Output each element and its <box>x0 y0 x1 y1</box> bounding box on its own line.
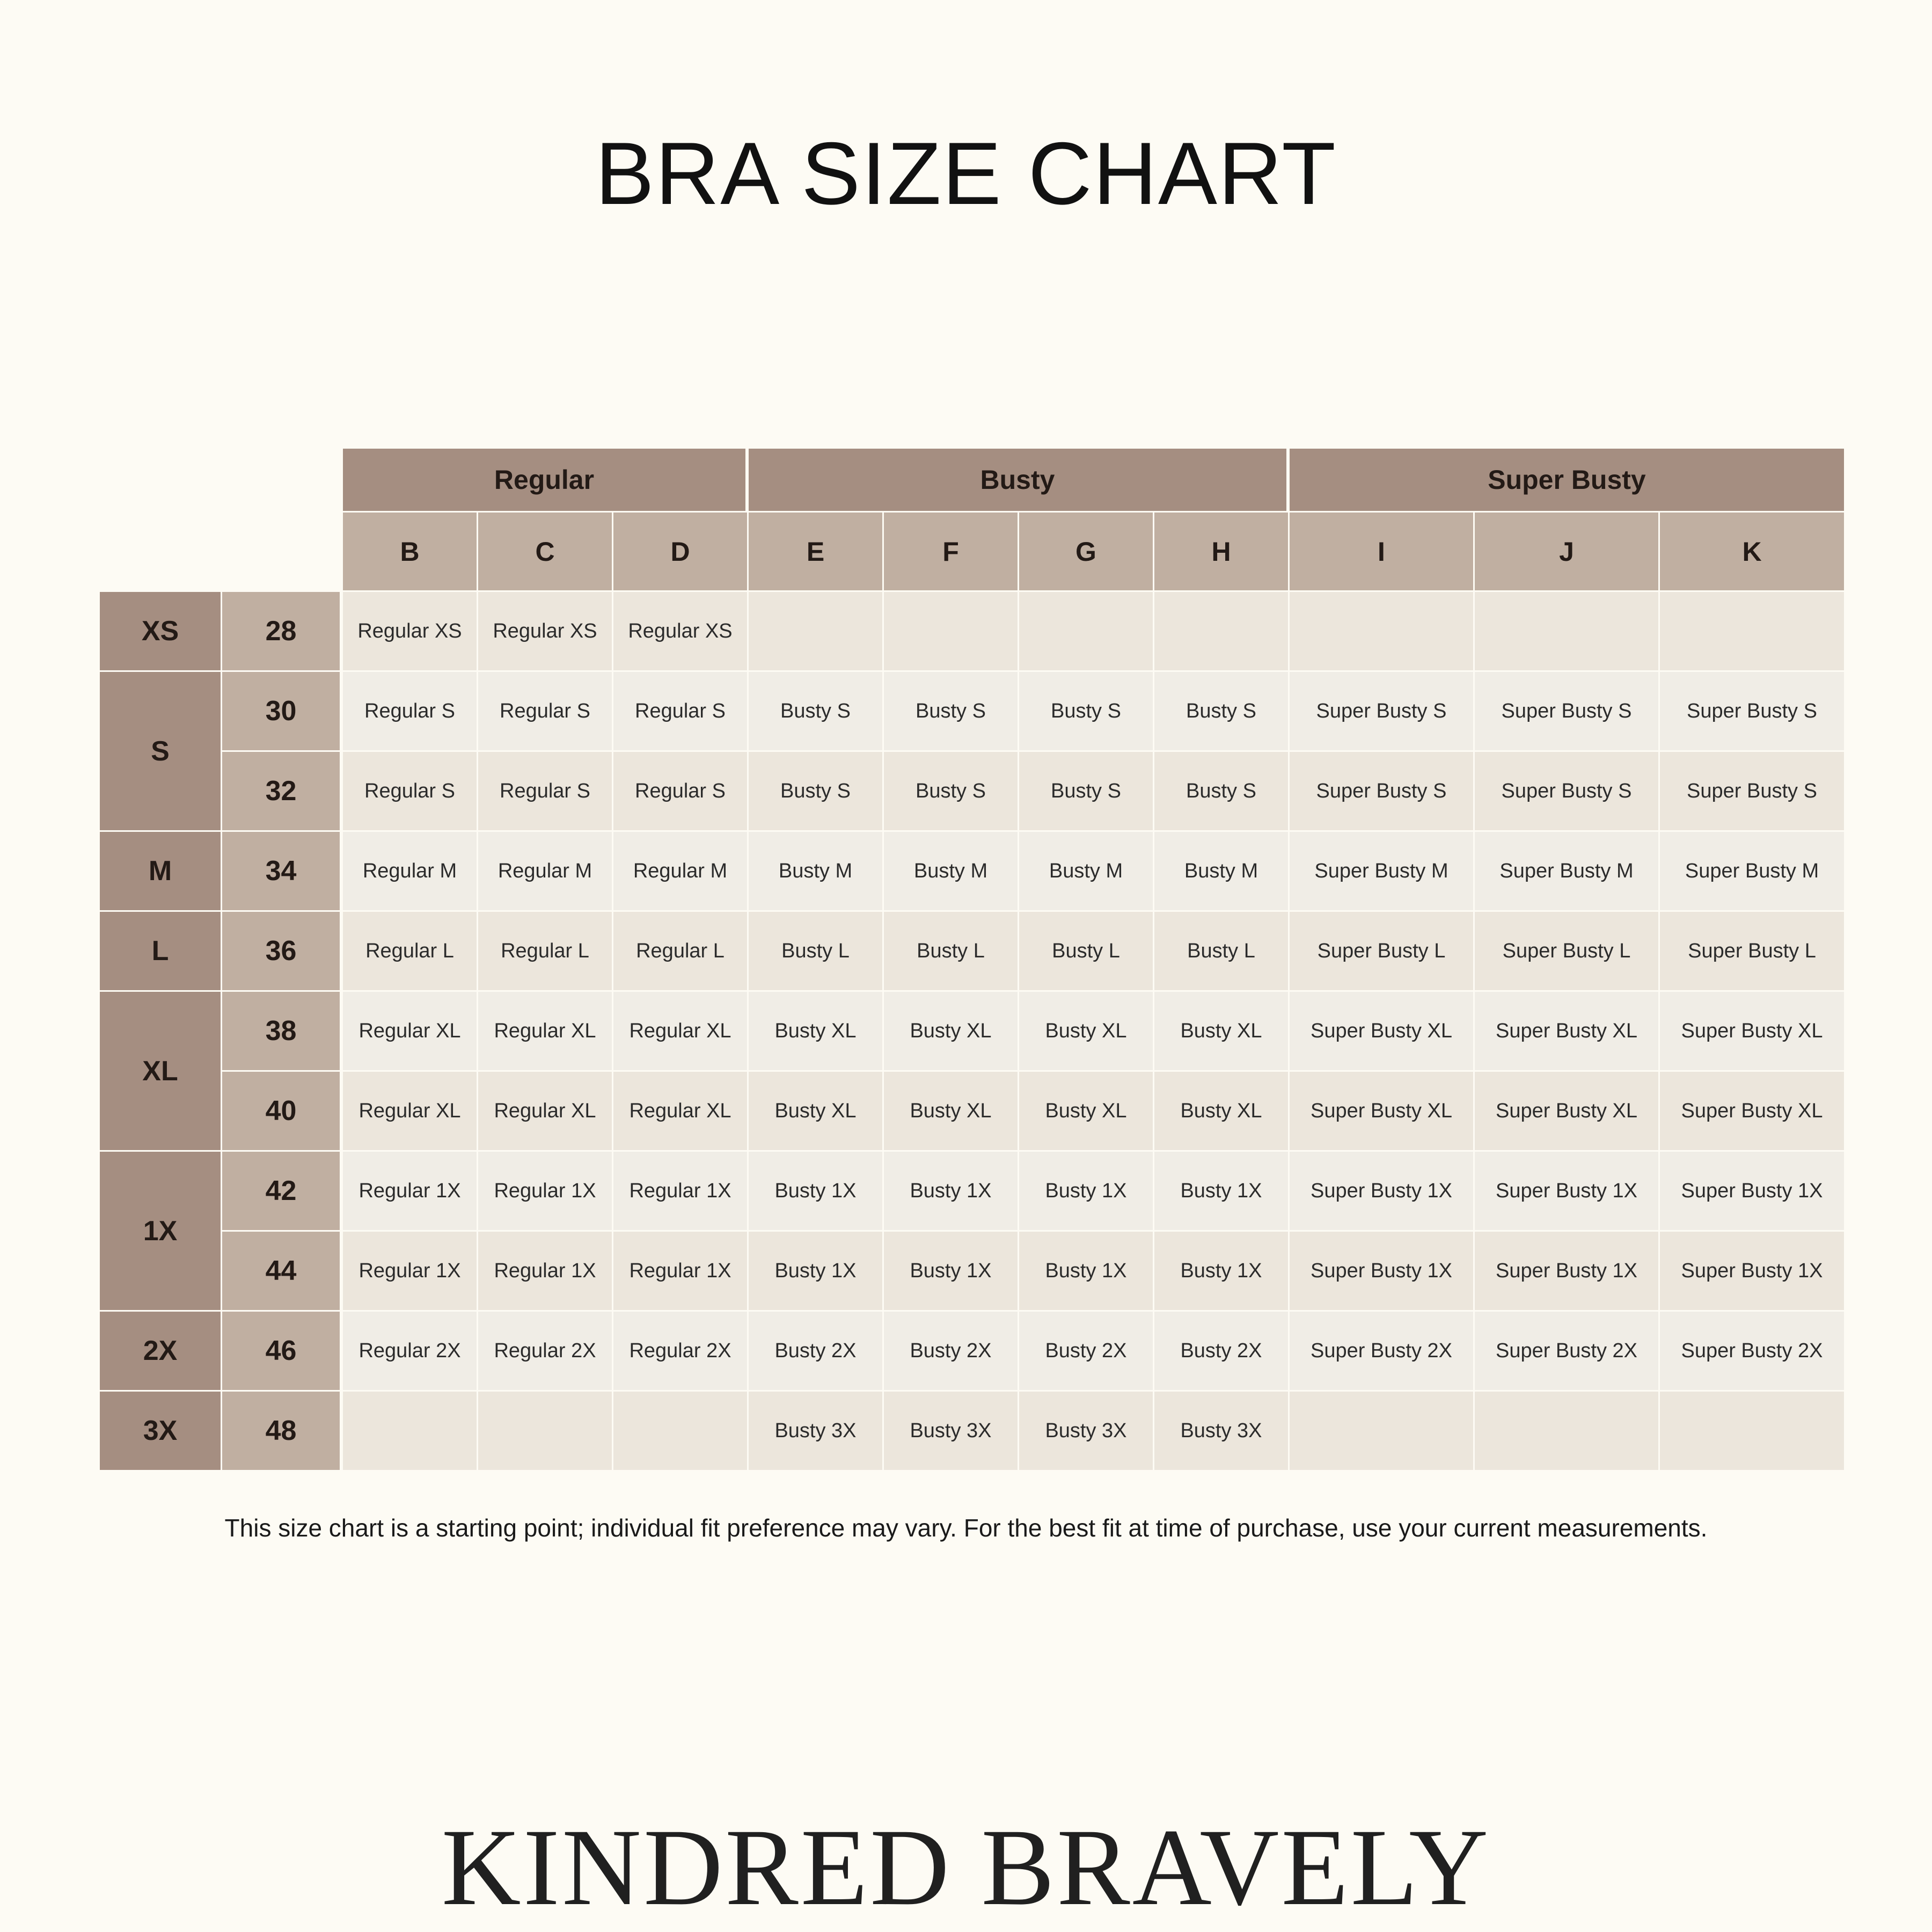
band-label: 46 <box>222 1310 343 1390</box>
size-cell: Regular S <box>613 670 749 750</box>
size-cell <box>1290 590 1475 670</box>
size-cell: Busty 1X <box>1019 1150 1154 1230</box>
size-cell: Super Busty 1X <box>1290 1150 1475 1230</box>
cup-header: K <box>1660 511 1844 590</box>
size-cell: Regular 1X <box>478 1230 613 1310</box>
size-cell: Super Busty XL <box>1475 1070 1660 1150</box>
size-label: S <box>100 670 222 830</box>
size-chart-table <box>100 449 1844 1470</box>
size-cell <box>1475 590 1660 670</box>
size-cell: Busty S <box>1154 670 1290 750</box>
size-cell: Super Busty 1X <box>1660 1150 1844 1230</box>
size-cell: Regular XS <box>613 590 749 670</box>
size-cell: Busty XL <box>884 990 1019 1070</box>
table-row <box>100 590 1844 670</box>
size-cell: Super Busty 2X <box>1660 1310 1844 1390</box>
size-cell <box>613 1390 749 1470</box>
size-cell: Busty 1X <box>884 1230 1019 1310</box>
table-body <box>100 590 1844 1470</box>
size-cell: Super Busty L <box>1660 910 1844 990</box>
cup-header: I <box>1290 511 1475 590</box>
group-header-regular: Regular <box>343 449 749 511</box>
size-cell: Busty 1X <box>1019 1230 1154 1310</box>
cup-header: J <box>1475 511 1660 590</box>
size-cell: Super Busty XL <box>1475 990 1660 1070</box>
group-header-super-busty: Super Busty <box>1290 449 1844 511</box>
size-cell: Regular 2X <box>478 1310 613 1390</box>
size-cell: Busty L <box>884 910 1019 990</box>
size-cell: Busty 1X <box>749 1230 884 1310</box>
cup-header: G <box>1019 511 1154 590</box>
size-cell: Super Busty XL <box>1660 1070 1844 1150</box>
cup-header: D <box>613 511 749 590</box>
size-cell: Super Busty XL <box>1290 1070 1475 1150</box>
size-label: 3X <box>100 1390 222 1470</box>
size-cell <box>1154 590 1290 670</box>
size-cell: Super Busty S <box>1290 750 1475 830</box>
size-cell: Busty S <box>1019 670 1154 750</box>
size-cell <box>1660 590 1844 670</box>
band-label: 28 <box>222 590 343 670</box>
blank-corner <box>100 511 343 590</box>
table-row <box>100 1070 1844 1150</box>
size-cell: Super Busty 2X <box>1475 1310 1660 1390</box>
size-cell: Super Busty S <box>1290 670 1475 750</box>
size-cell: Super Busty XL <box>1660 990 1844 1070</box>
page-title: BRA SIZE CHART <box>595 124 1337 223</box>
size-cell <box>1475 1390 1660 1470</box>
band-label: 36 <box>222 910 343 990</box>
group-header-busty: Busty <box>749 449 1290 511</box>
size-cell: Busty M <box>1019 830 1154 910</box>
size-cell <box>749 590 884 670</box>
cup-header-row <box>100 511 1844 590</box>
size-cell: Busty 3X <box>884 1390 1019 1470</box>
band-label: 38 <box>222 990 343 1070</box>
size-cell <box>478 1390 613 1470</box>
size-cell: Super Busty M <box>1475 830 1660 910</box>
size-cell: Busty 3X <box>749 1390 884 1470</box>
size-cell: Busty L <box>1154 910 1290 990</box>
size-cell: Regular S <box>478 750 613 830</box>
size-cell: Regular M <box>613 830 749 910</box>
size-cell: Regular M <box>478 830 613 910</box>
size-cell: Busty S <box>749 750 884 830</box>
size-cell: Regular XL <box>478 990 613 1070</box>
size-cell: Busty XL <box>884 1070 1019 1150</box>
size-cell: Super Busty XL <box>1290 990 1475 1070</box>
size-cell: Busty M <box>884 830 1019 910</box>
size-cell: Regular S <box>343 670 478 750</box>
size-cell: Busty M <box>1154 830 1290 910</box>
size-cell: Busty XL <box>1154 990 1290 1070</box>
size-cell: Regular 1X <box>343 1150 478 1230</box>
size-cell: Busty M <box>749 830 884 910</box>
size-cell <box>1290 1390 1475 1470</box>
size-cell: Busty L <box>1019 910 1154 990</box>
table-row <box>100 670 1844 750</box>
size-label: 1X <box>100 1150 222 1310</box>
size-cell: Regular 1X <box>613 1230 749 1310</box>
size-cell: Super Busty 1X <box>1290 1230 1475 1310</box>
band-label: 40 <box>222 1070 343 1150</box>
size-cell: Regular XL <box>343 990 478 1070</box>
cup-header: H <box>1154 511 1290 590</box>
size-cell: Busty S <box>884 670 1019 750</box>
size-cell: Regular S <box>613 750 749 830</box>
size-cell: Regular 2X <box>613 1310 749 1390</box>
band-label: 44 <box>222 1230 343 1310</box>
size-cell: Busty XL <box>1154 1070 1290 1150</box>
size-cell: Super Busty S <box>1660 670 1844 750</box>
size-label: XL <box>100 990 222 1150</box>
cup-header: C <box>478 511 613 590</box>
size-cell: Busty XL <box>749 1070 884 1150</box>
size-cell: Regular 1X <box>343 1230 478 1310</box>
cup-header: B <box>343 511 478 590</box>
table-row <box>100 990 1844 1070</box>
band-label: 32 <box>222 750 343 830</box>
size-cell: Super Busty 1X <box>1475 1230 1660 1310</box>
brand-logo: KINDRED BRAVELY <box>441 1806 1491 1928</box>
size-label: M <box>100 830 222 910</box>
size-cell: Busty 3X <box>1154 1390 1290 1470</box>
size-cell: Regular M <box>343 830 478 910</box>
size-cell: Busty 1X <box>884 1150 1019 1230</box>
size-cell: Busty XL <box>1019 1070 1154 1150</box>
size-cell: Regular XS <box>478 590 613 670</box>
size-cell <box>884 590 1019 670</box>
size-cell: Super Busty M <box>1290 830 1475 910</box>
size-cell: Busty S <box>1154 750 1290 830</box>
size-cell <box>1660 1390 1844 1470</box>
size-cell: Regular L <box>478 910 613 990</box>
size-cell <box>343 1390 478 1470</box>
cup-header: E <box>749 511 884 590</box>
table-row <box>100 830 1844 910</box>
size-cell: Regular XL <box>343 1070 478 1150</box>
blank-corner <box>100 449 343 511</box>
group-header-row <box>100 449 1844 511</box>
table-row <box>100 910 1844 990</box>
size-cell: Busty S <box>1019 750 1154 830</box>
size-cell: Regular L <box>343 910 478 990</box>
size-cell: Regular XL <box>613 1070 749 1150</box>
size-label: 2X <box>100 1310 222 1390</box>
size-cell: Busty S <box>884 750 1019 830</box>
table-row <box>100 750 1844 830</box>
size-cell: Super Busty 2X <box>1290 1310 1475 1390</box>
size-cell: Super Busty M <box>1660 830 1844 910</box>
size-cell: Busty 2X <box>749 1310 884 1390</box>
size-cell: Regular 1X <box>613 1150 749 1230</box>
size-cell: Busty 2X <box>1154 1310 1290 1390</box>
size-cell: Super Busty S <box>1660 750 1844 830</box>
table-row <box>100 1230 1844 1310</box>
size-cell: Super Busty L <box>1290 910 1475 990</box>
size-cell: Busty S <box>749 670 884 750</box>
size-cell: Regular S <box>343 750 478 830</box>
band-label: 34 <box>222 830 343 910</box>
band-label: 30 <box>222 670 343 750</box>
size-cell: Regular 1X <box>478 1150 613 1230</box>
cup-header: F <box>884 511 1019 590</box>
size-cell: Regular XL <box>613 990 749 1070</box>
size-cell: Busty 1X <box>749 1150 884 1230</box>
size-cell: Busty XL <box>749 990 884 1070</box>
size-cell: Super Busty L <box>1475 910 1660 990</box>
table-row <box>100 1390 1844 1470</box>
size-cell: Busty L <box>749 910 884 990</box>
size-cell: Busty 1X <box>1154 1150 1290 1230</box>
size-label: L <box>100 910 222 990</box>
size-cell: Super Busty 1X <box>1660 1230 1844 1310</box>
band-label: 42 <box>222 1150 343 1230</box>
size-cell: Regular S <box>478 670 613 750</box>
size-cell <box>1019 590 1154 670</box>
size-cell: Super Busty 1X <box>1475 1150 1660 1230</box>
table-row <box>100 1150 1844 1230</box>
size-cell: Regular L <box>613 910 749 990</box>
size-cell: Busty XL <box>1019 990 1154 1070</box>
disclaimer-text: This size chart is a starting point; individual fit preference may vary. For the best fit at time of purchase, use your current measurements. <box>224 1514 1708 1542</box>
table-row <box>100 1310 1844 1390</box>
size-cell: Super Busty S <box>1475 670 1660 750</box>
size-cell: Busty 1X <box>1154 1230 1290 1310</box>
size-cell: Busty 2X <box>1019 1310 1154 1390</box>
size-cell: Regular XS <box>343 590 478 670</box>
size-label: XS <box>100 590 222 670</box>
band-label: 48 <box>222 1390 343 1470</box>
size-cell: Busty 2X <box>884 1310 1019 1390</box>
size-cell: Busty 3X <box>1019 1390 1154 1470</box>
size-cell: Regular 2X <box>343 1310 478 1390</box>
size-cell: Regular XL <box>478 1070 613 1150</box>
size-cell: Super Busty S <box>1475 750 1660 830</box>
